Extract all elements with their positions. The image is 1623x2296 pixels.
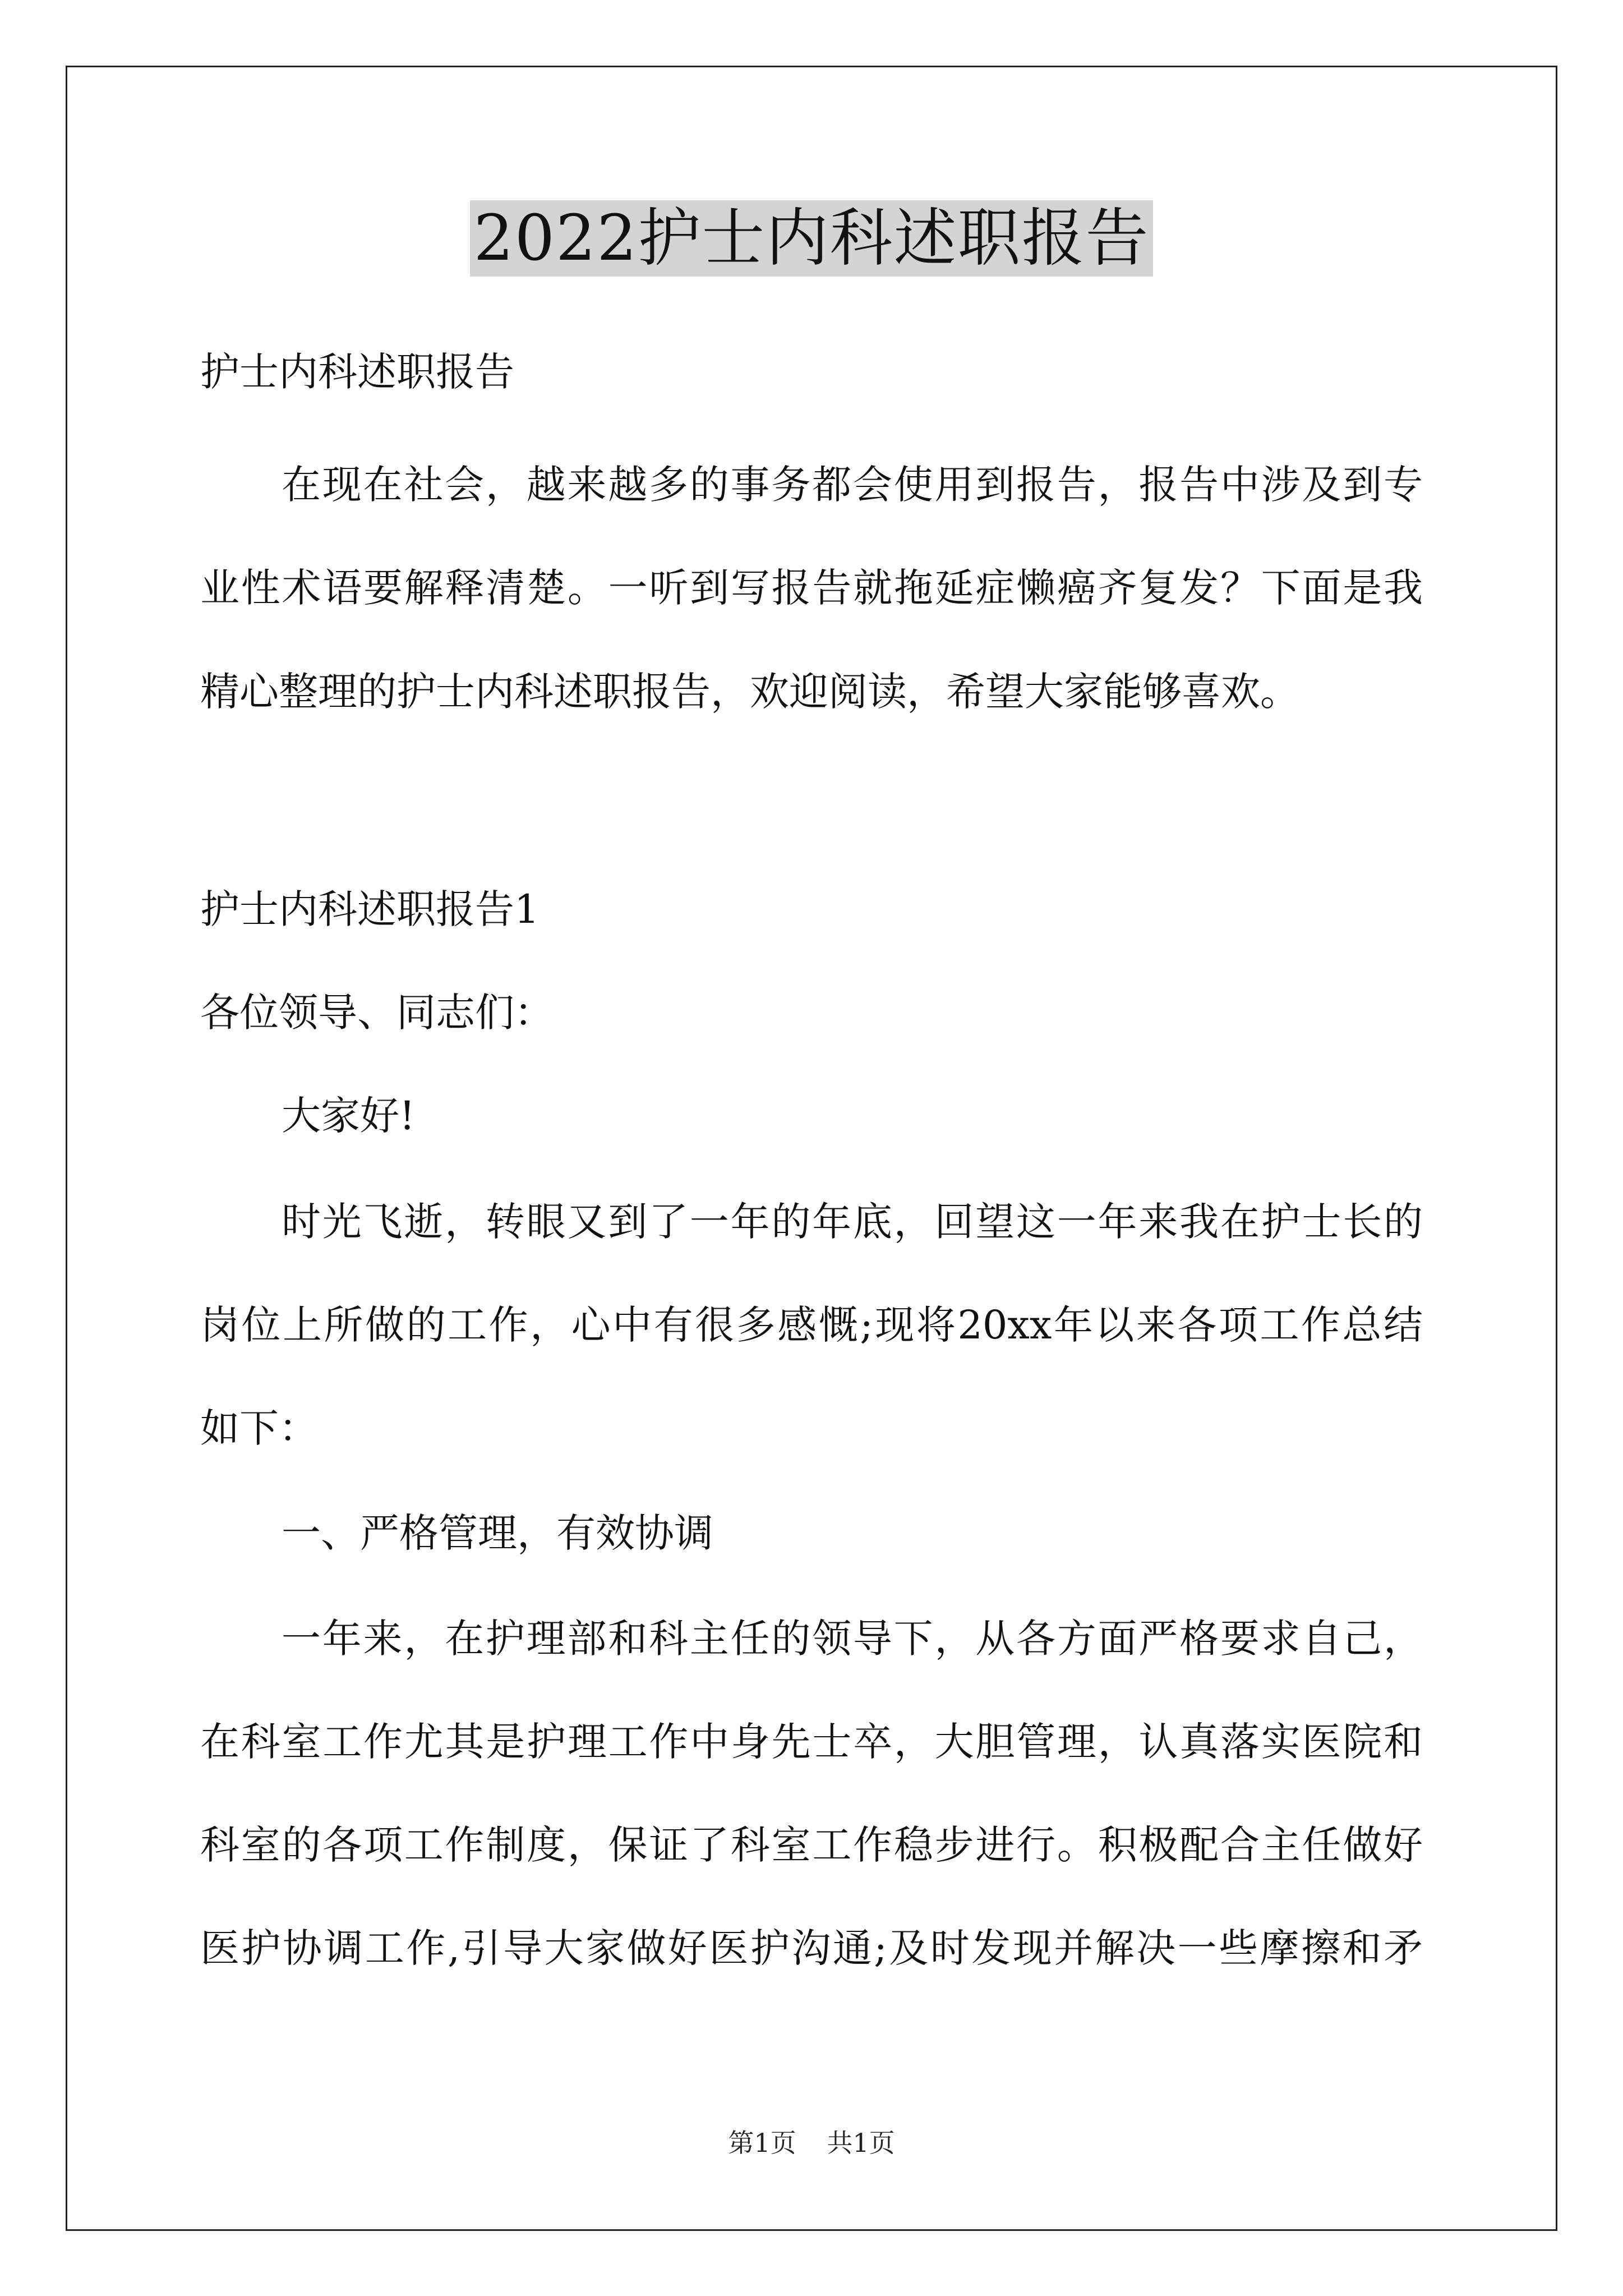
- paragraph-line: 一年来，在护理部和科主任的领导下，从各方面严格要求自己，: [282, 1616, 1423, 1662]
- page-total: 共1页: [827, 2128, 895, 2158]
- section-heading: 护士内科述职报告: [200, 349, 514, 395]
- paragraph-line: 时光飞逝，转眼又到了一年的年底，回望这一年来我在护士长的: [282, 1199, 1423, 1245]
- document-title: 2022护士内科述职报告: [470, 200, 1152, 277]
- paragraph-line: 医护协调工作,引导大家做好医护沟通;及时发现并解决一些摩擦和矛: [200, 1925, 1423, 1971]
- title-container: [0, 200, 1623, 277]
- paragraph-line: 精心整理的护士内科述职报告，欢迎阅读，希望大家能够喜欢。: [200, 669, 1299, 715]
- paragraph-line: 在现在社会，越来越多的事务都会使用到报告，报告中涉及到专: [282, 462, 1423, 508]
- page-number: 第1页: [728, 2128, 796, 2158]
- section-heading: 护士内科述职报告1: [200, 886, 540, 932]
- greeting: 大家好!: [282, 1093, 416, 1139]
- paragraph-line: 如下：: [200, 1405, 318, 1451]
- paragraph-line: 科室的各项工作制度，保证了科室工作稳步进行。积极配合主任做好: [200, 1822, 1423, 1868]
- salutation: 各位领导、同志们：: [200, 990, 554, 1036]
- paragraph-line: 业性术语要解释清楚。一听到写报告就拖延症懒癌齐复发？下面是我: [200, 565, 1423, 611]
- paragraph-line: 在科室工作尤其是护理工作中身先士卒，大胆管理，认真落实医院和: [200, 1719, 1423, 1765]
- page-footer: [0, 2126, 1623, 2160]
- subsection-heading: 一、严格管理，有效协调: [282, 1510, 713, 1556]
- paragraph-line: 岗位上所做的工作，心中有很多感慨;现将20xx年以来各项工作总结: [200, 1302, 1423, 1348]
